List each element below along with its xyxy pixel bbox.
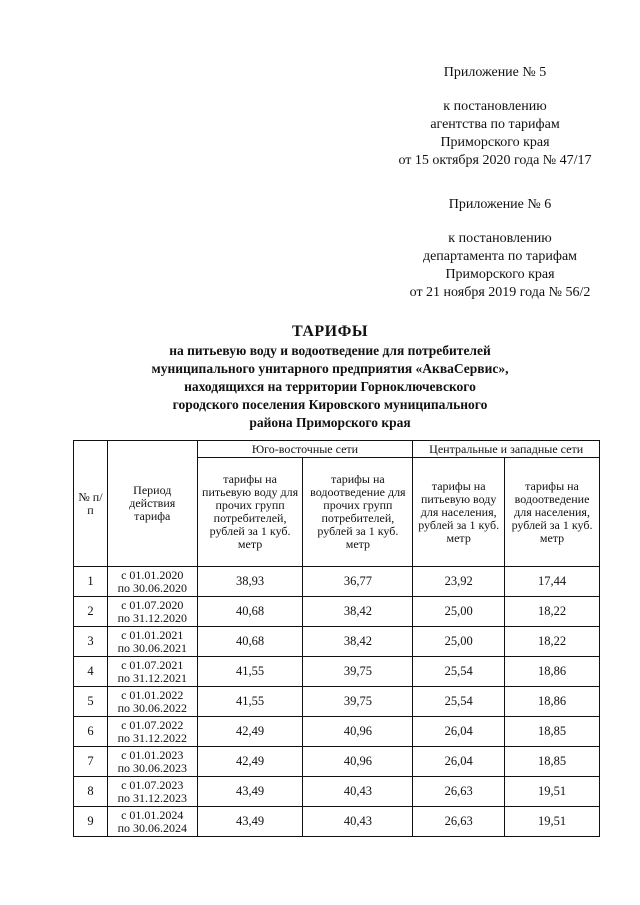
row-number: 7 bbox=[74, 747, 108, 777]
period-from: с 01.01.2023 bbox=[121, 747, 184, 762]
row-number: 5 bbox=[74, 687, 108, 717]
period-from: с 01.07.2021 bbox=[121, 657, 184, 672]
appendix-6-line: департамента по тарифам bbox=[422, 249, 578, 264]
appendix-5-title: Приложение № 5 bbox=[443, 65, 547, 80]
row-period bbox=[107, 747, 197, 777]
table-row bbox=[74, 597, 600, 627]
row-cw-sewer: 18,85 bbox=[505, 747, 600, 777]
document-subtitle-line: находящихся на территории Горноключевского bbox=[184, 379, 476, 394]
period-to: по 30.06.2023 bbox=[117, 760, 187, 775]
row-se-water: 40,68 bbox=[197, 597, 303, 627]
row-period bbox=[107, 687, 197, 717]
document-subtitle-line: на питьевую воду и водоотведение для потребителей bbox=[169, 343, 491, 358]
appendix-5-line: от 15 октября 2020 года № 47/17 bbox=[398, 153, 592, 168]
row-cw-sewer: 18,22 bbox=[505, 597, 600, 627]
subheader-cw-water: тарифы на питьевую воду для населения, рублей за 1 куб. метр bbox=[413, 458, 505, 567]
table-row bbox=[74, 807, 600, 837]
table-row bbox=[74, 717, 600, 747]
appendix-6-block bbox=[400, 196, 600, 302]
period-to: по 30.06.2022 bbox=[117, 700, 187, 715]
appendix-6-title: Приложение № 6 bbox=[448, 197, 552, 212]
appendix-6-line: к постановлению bbox=[448, 231, 552, 246]
row-number: 1 bbox=[74, 567, 108, 597]
row-se-water: 42,49 bbox=[197, 717, 303, 747]
header-period: Период действия тарифа bbox=[107, 441, 197, 567]
period-to: по 31.12.2022 bbox=[117, 730, 187, 745]
period-from: с 01.01.2021 bbox=[121, 627, 184, 642]
period-to: по 31.12.2021 bbox=[117, 670, 187, 685]
header-number: № п/п bbox=[74, 441, 108, 567]
row-cw-sewer: 19,51 bbox=[505, 807, 600, 837]
row-number: 6 bbox=[74, 717, 108, 747]
row-se-sewer: 39,75 bbox=[303, 657, 413, 687]
document-subtitle-line: городского поселения Кировского муниципального bbox=[172, 397, 488, 412]
document-subtitle-line: муниципального унитарного предприятия «АкваСервис», bbox=[151, 361, 509, 376]
row-se-sewer: 40,43 bbox=[303, 807, 413, 837]
row-se-water: 43,49 bbox=[197, 807, 303, 837]
appendix-5-line: Приморского края bbox=[440, 135, 550, 150]
row-period bbox=[107, 807, 197, 837]
document-subtitle-line: района Приморского края bbox=[249, 415, 411, 430]
row-period bbox=[107, 717, 197, 747]
period-to: по 31.12.2020 bbox=[117, 610, 187, 625]
table-row bbox=[74, 687, 600, 717]
row-se-water: 43,49 bbox=[197, 777, 303, 807]
row-period bbox=[107, 657, 197, 687]
row-se-water: 38,93 bbox=[197, 567, 303, 597]
row-period bbox=[107, 567, 197, 597]
subheader-cw-sewer: тарифы на водоотведение для населения, рублей за 1 куб. метр bbox=[505, 458, 600, 567]
row-cw-sewer: 18,85 bbox=[505, 717, 600, 747]
row-se-water: 41,55 bbox=[197, 657, 303, 687]
tariff-table bbox=[73, 440, 600, 837]
subheader-se-sewer: тарифы на водоотведение для прочих групп потребителей, рублей за 1 куб. метр bbox=[303, 458, 413, 567]
row-se-sewer: 40,96 bbox=[303, 747, 413, 777]
row-cw-sewer: 18,22 bbox=[505, 627, 600, 657]
period-from: с 01.07.2022 bbox=[121, 717, 184, 732]
table-row bbox=[74, 567, 600, 597]
appendix-5-block bbox=[390, 64, 600, 170]
period-from: с 01.01.2024 bbox=[121, 807, 184, 822]
period-from: с 01.01.2020 bbox=[121, 567, 184, 582]
document-title: ТАРИФЫ bbox=[291, 323, 369, 340]
header-group-central-west: Центральные и западные сети bbox=[413, 441, 600, 458]
table-header-row bbox=[74, 441, 600, 458]
header-group-southeast: Юго-восточные сети bbox=[197, 441, 413, 458]
period-from: с 01.07.2023 bbox=[121, 777, 184, 792]
period-to: по 30.06.2021 bbox=[117, 640, 187, 655]
row-number: 2 bbox=[74, 597, 108, 627]
row-period bbox=[107, 597, 197, 627]
row-se-water: 42,49 bbox=[197, 747, 303, 777]
row-cw-water: 26,63 bbox=[413, 777, 505, 807]
row-cw-water: 25,54 bbox=[413, 657, 505, 687]
row-se-water: 41,55 bbox=[197, 687, 303, 717]
table-row bbox=[74, 747, 600, 777]
row-cw-sewer: 18,86 bbox=[505, 687, 600, 717]
table-row bbox=[74, 627, 600, 657]
period-from: с 01.07.2020 bbox=[121, 597, 184, 612]
period-to: по 30.06.2020 bbox=[117, 580, 187, 595]
row-cw-water: 26,04 bbox=[413, 717, 505, 747]
row-se-sewer: 38,42 bbox=[303, 627, 413, 657]
row-number: 3 bbox=[74, 627, 108, 657]
row-cw-water: 25,54 bbox=[413, 687, 505, 717]
appendix-6-line: от 21 ноября 2019 года № 56/2 bbox=[409, 285, 591, 300]
subheader-se-water: тарифы на питьевую воду для прочих групп потребителей, рублей за 1 куб. метр bbox=[197, 458, 303, 567]
table-body bbox=[74, 567, 600, 837]
appendix-5-line: к постановлению bbox=[443, 99, 547, 114]
period-to: по 31.12.2023 bbox=[117, 790, 187, 805]
row-cw-water: 25,00 bbox=[413, 597, 505, 627]
row-cw-water: 26,63 bbox=[413, 807, 505, 837]
row-se-sewer: 39,75 bbox=[303, 687, 413, 717]
row-cw-sewer: 18,86 bbox=[505, 657, 600, 687]
row-cw-water: 25,00 bbox=[413, 627, 505, 657]
row-period bbox=[107, 777, 197, 807]
row-se-sewer: 38,42 bbox=[303, 597, 413, 627]
row-number: 9 bbox=[74, 807, 108, 837]
row-se-sewer: 40,43 bbox=[303, 777, 413, 807]
row-cw-water: 23,92 bbox=[413, 567, 505, 597]
row-cw-sewer: 19,51 bbox=[505, 777, 600, 807]
row-cw-sewer: 17,44 bbox=[505, 567, 600, 597]
row-se-sewer: 36,77 bbox=[303, 567, 413, 597]
appendix-5-line: агентства по тарифам bbox=[430, 117, 560, 132]
period-to: по 30.06.2024 bbox=[117, 820, 187, 835]
row-period bbox=[107, 627, 197, 657]
row-se-sewer: 40,96 bbox=[303, 717, 413, 747]
period-from: с 01.01.2022 bbox=[121, 687, 184, 702]
table-row bbox=[74, 657, 600, 687]
appendix-6-line: Приморского края bbox=[445, 267, 555, 282]
row-cw-water: 26,04 bbox=[413, 747, 505, 777]
row-number: 8 bbox=[74, 777, 108, 807]
table-row bbox=[74, 777, 600, 807]
document-title-block bbox=[80, 322, 580, 432]
row-se-water: 40,68 bbox=[197, 627, 303, 657]
row-number: 4 bbox=[74, 657, 108, 687]
